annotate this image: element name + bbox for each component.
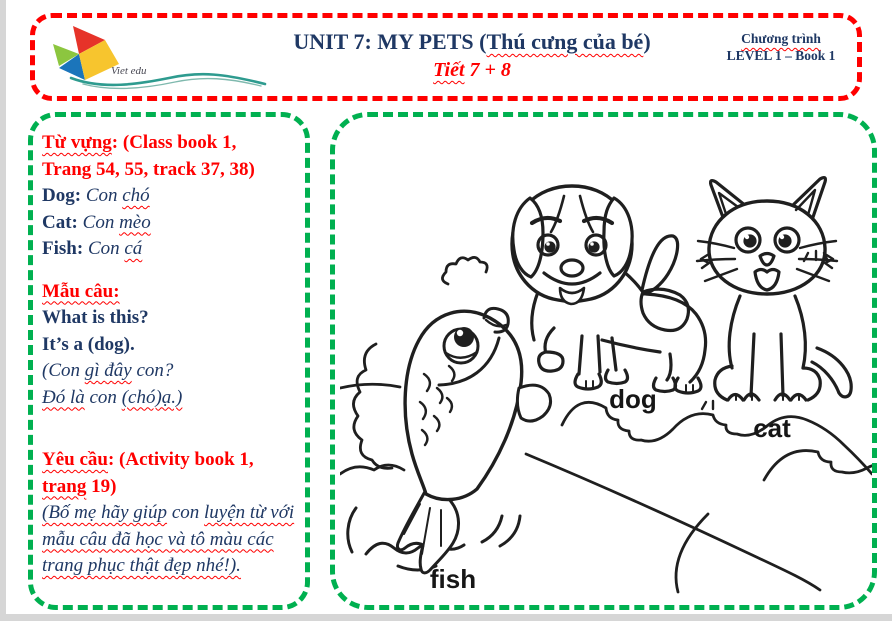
unit-title xyxy=(225,27,719,57)
window-edge-left xyxy=(0,0,6,621)
text-segment: Fish: xyxy=(42,238,88,259)
text-segment: 19) xyxy=(86,475,117,497)
text-segment: What is this? xyxy=(42,307,149,328)
cat-label: cat xyxy=(753,413,791,443)
vocab-heading-line-2 xyxy=(42,157,297,184)
text-segment: LEVEL 1 – Book 1 xyxy=(726,48,836,63)
vocabulary-section xyxy=(42,130,297,263)
text-segment: con xyxy=(84,386,122,408)
lesson-subtitle xyxy=(225,57,719,84)
text-segment: mèo xyxy=(119,211,151,233)
program-info xyxy=(715,30,847,64)
illustration-panel xyxy=(330,112,877,610)
task-note-line-2 xyxy=(42,527,297,554)
text-segment: luyện từ với xyxy=(204,502,295,523)
vocab-heading-line-1 xyxy=(42,130,297,157)
text-segment: Con xyxy=(82,211,120,233)
text-segment: con xyxy=(167,502,204,523)
text-segment: Mẫu câu: xyxy=(42,280,120,302)
cat-drawing xyxy=(697,178,851,409)
fish-label: fish xyxy=(429,564,477,594)
text-segment: Yêu cầu xyxy=(42,449,108,470)
text-segment: Dog: xyxy=(42,185,86,206)
text-segment: : (Class book 1, xyxy=(111,132,237,153)
task-note-line-1 xyxy=(42,500,297,527)
text-segment: UNIT 7: MY PETS ( xyxy=(293,29,487,54)
task-section xyxy=(42,447,297,580)
program-name xyxy=(715,30,847,47)
header-titles xyxy=(225,27,719,84)
text-segment: chó xyxy=(122,185,150,206)
task-heading-line-2 xyxy=(42,474,297,501)
text-segment: gì đây xyxy=(84,360,132,381)
pattern-heading xyxy=(42,279,297,306)
kite-icon xyxy=(53,26,119,80)
text-segment: Con xyxy=(85,185,123,206)
text-segment: (Con xyxy=(42,360,85,381)
text-segment: : (Activity book 1, xyxy=(107,449,254,470)
text-segment: mẫu câu đã học và tô màu các xyxy=(42,528,274,550)
pattern-translation-2 xyxy=(42,385,297,412)
window-edge-bottom xyxy=(0,614,892,621)
text-segment: Trang 54, 55, track 37, 38) xyxy=(42,158,255,180)
program-level xyxy=(715,47,847,64)
vocab-entry-fish xyxy=(42,236,297,263)
pets-coloring-illustration xyxy=(340,122,877,610)
pattern-translation-1 xyxy=(42,358,297,385)
text-segment: Đó là xyxy=(42,386,85,408)
pattern-question xyxy=(42,305,297,332)
text-segment: (Bố mẹ hãy giúp xyxy=(42,502,168,523)
info-panel xyxy=(28,112,310,610)
text-segment: trang phục thật đẹp nhé!). xyxy=(42,555,241,576)
vocab-entry-cat xyxy=(42,210,297,237)
text-segment: Từ vựng xyxy=(42,132,112,153)
header-box xyxy=(30,13,862,101)
text-segment: ) xyxy=(643,29,651,54)
text-segment: cá xyxy=(124,238,143,259)
dog-drawing xyxy=(512,186,706,393)
text-segment: It’s a (dog). xyxy=(42,333,135,355)
sentence-pattern-section xyxy=(42,279,297,412)
text-segment: Tiết xyxy=(433,59,465,81)
dog-label: dog xyxy=(609,384,657,414)
logo-text: Viet edu xyxy=(111,65,147,77)
text-segment: 7 + 8 xyxy=(464,59,511,81)
text-segment: trang xyxy=(42,475,87,497)
text-segment: con? xyxy=(131,360,174,381)
task-heading-line-1 xyxy=(42,447,297,474)
text-segment: Thú cưng của bé xyxy=(486,29,644,54)
task-note-line-3 xyxy=(42,553,297,580)
text-segment: (chó)ạ.) xyxy=(121,386,183,408)
text-segment: Chương trình xyxy=(741,31,821,46)
fish-drawing xyxy=(348,308,551,572)
vocab-entry-dog xyxy=(42,183,297,210)
text-segment: Con xyxy=(87,238,125,259)
text-segment: Cat: xyxy=(42,211,83,233)
pattern-answer xyxy=(42,332,297,359)
